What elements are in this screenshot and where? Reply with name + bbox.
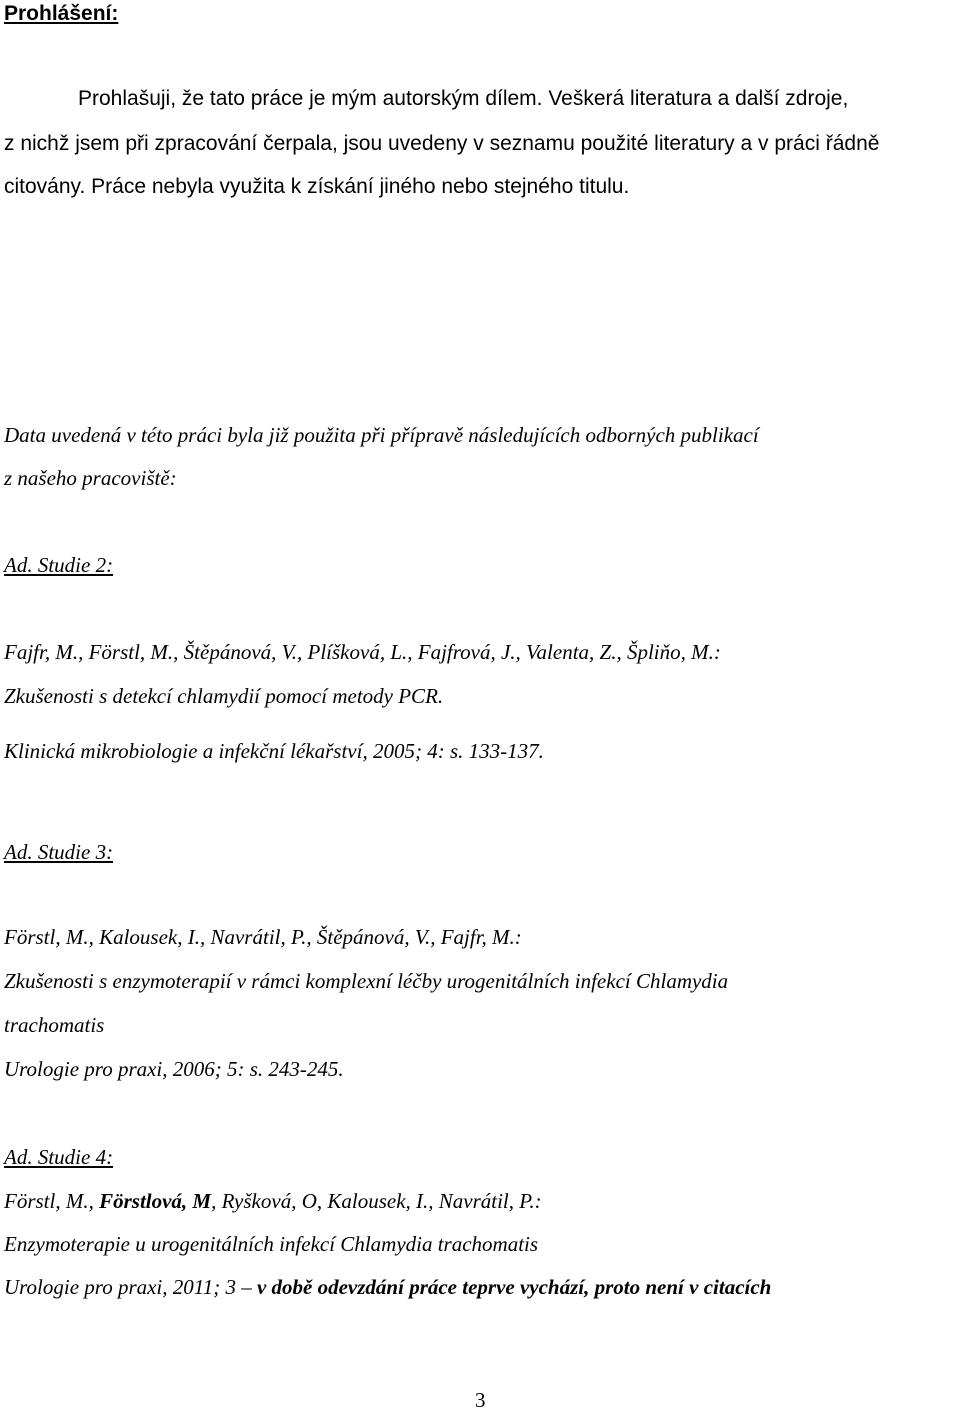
study-3-title: Ad. Studie 3: [4, 840, 114, 864]
intro-line-2: z našeho pracoviště: [4, 466, 177, 490]
study-4-authors [4, 1191, 542, 1212]
study-4-authors-pre: Förstl, M., [4, 1189, 100, 1213]
study-4-authors-highlight: Förstlová, M [99, 1189, 212, 1213]
declaration-line-1: Prohlašuji, že tato práce je mým autorským dílem. Veškerá literatura a další zdroje, [78, 87, 849, 110]
study-2-journal: Klinická mikrobiologie a infekční lékařství, 2005; 4: s. 133-137. [4, 739, 544, 763]
study-4-journal-note: v době odevzdání práce teprve vychází, proto není v citacích [256, 1275, 772, 1299]
study-2-title: Ad. Studie 2: [4, 553, 114, 577]
study-2-authors: Fajfr, M., Förstl, M., Štěpánová, V., Plíšková, L., Fajfrová, J., Valenta, Z., Špliňo, M.: [4, 640, 721, 664]
declaration-line-3: citovány. Práce nebyla využita k získání jiného nebo stejného titulu. [4, 175, 630, 198]
declaration-line-2: z nichž jsem při zpracování čerpala, jsou uvedeny v seznamu použité literatury a v práci řádně [4, 132, 880, 155]
study-3-article-line-1: Zkušenosti s enzymoterapií v rámci komplexní léčby urogenitálních infekcí Chlamydia [4, 969, 729, 993]
study-4-title: Ad. Studie 4: [4, 1145, 114, 1169]
intro-line-1: Data uvedená v této práci byla již použita při přípravě následujících odborných publikací [4, 423, 759, 447]
page-heading: Prohlášení: [4, 2, 119, 25]
study-3-journal: Urologie pro praxi, 2006; 5: s. 243-245. [4, 1057, 344, 1081]
study-4-journal [4, 1277, 771, 1298]
study-3-article-line-2: trachomatis [4, 1013, 105, 1037]
study-2-article: Zkušenosti s detekcí chlamydií pomocí metody PCR. [4, 684, 444, 708]
page-number: 3 [475, 1388, 486, 1412]
study-3-authors: Förstl, M., Kalousek, I., Navrátil, P., Štěpánová, V., Fajfr, M.: [4, 925, 522, 949]
study-4-authors-post: , Ryšková, O, Kalousek, I., Navrátil, P.: [211, 1189, 542, 1213]
study-4-journal-pre: Urologie pro praxi, 2011; 3 – [4, 1275, 257, 1299]
study-4-article: Enzymoterapie u urogenitálních infekcí Chlamydia trachomatis [4, 1232, 539, 1256]
